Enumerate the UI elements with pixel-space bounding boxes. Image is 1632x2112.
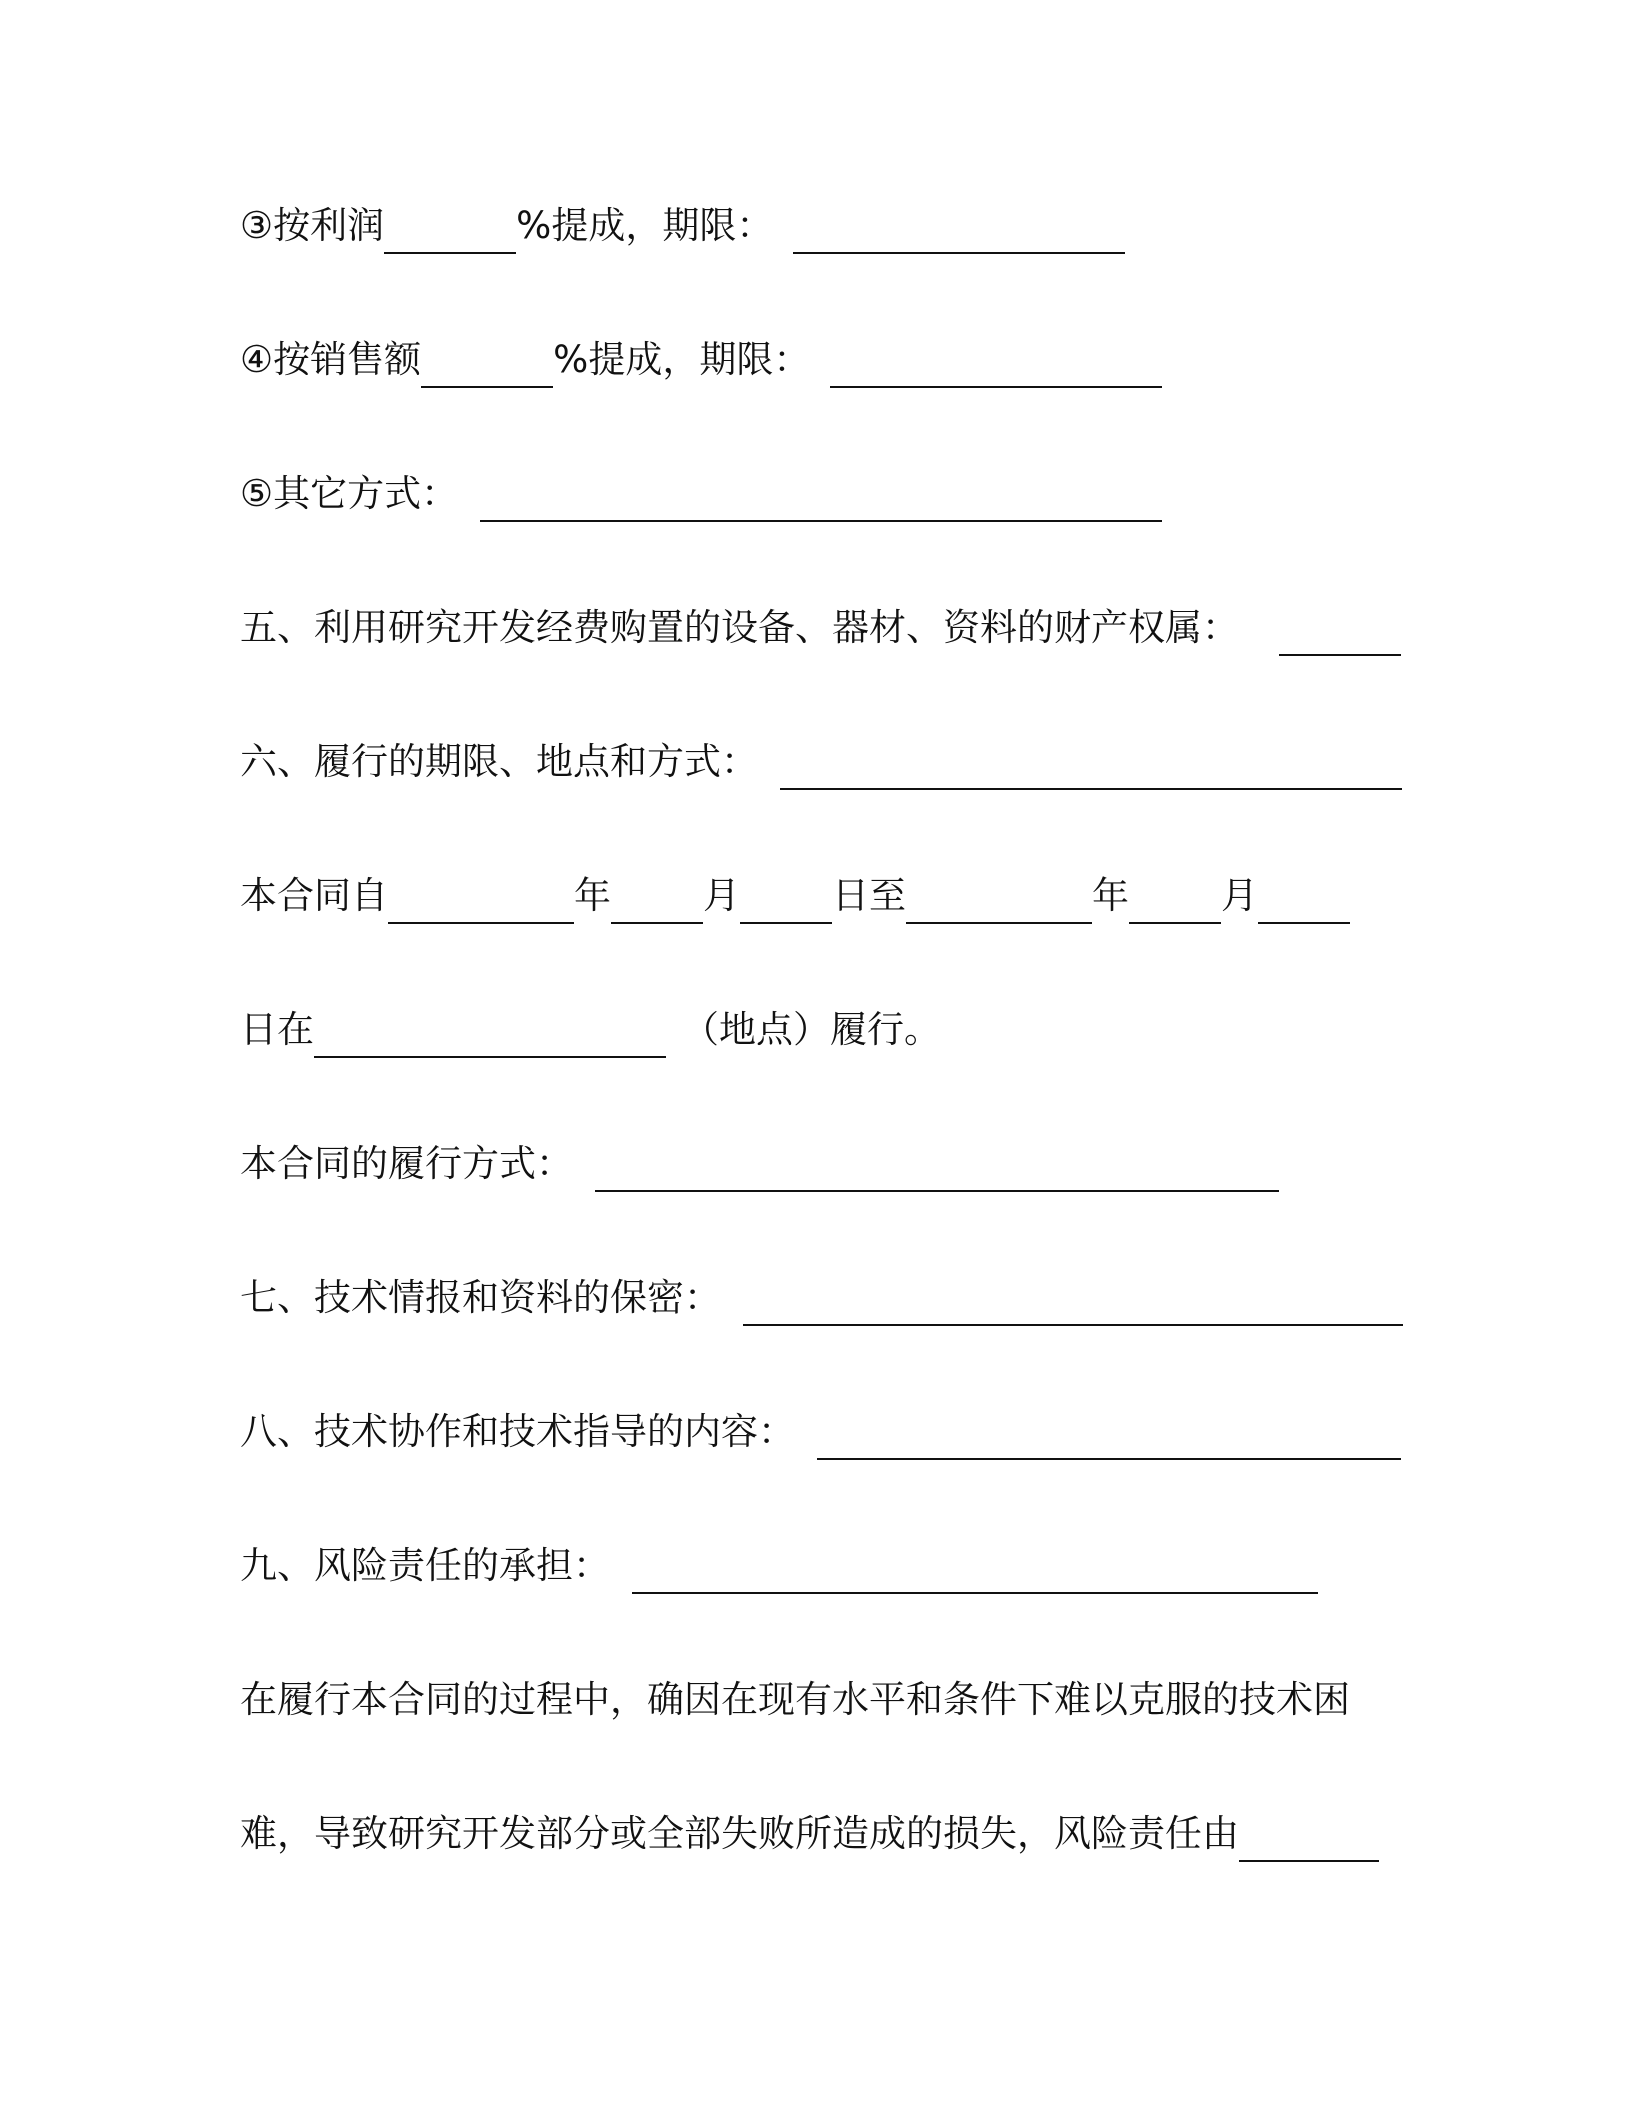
line-text: ⑤其它方式： [240,472,459,515]
line-text: 六、履行的期限、地点和方式： [240,740,758,783]
blank-field[interactable] [780,744,1402,790]
line-text: 八、技术协作和技术指导的内容： [240,1410,795,1453]
contract-period-line [240,864,1350,924]
line-text: 日至 [832,874,906,917]
start-year-field[interactable] [388,878,574,924]
line-text: 本合同的履行方式： [240,1142,573,1185]
blank-field[interactable] [743,1280,1403,1326]
end-month-field[interactable] [1129,878,1221,924]
line-text: 年 [574,874,611,917]
blank-field[interactable] [830,342,1162,388]
line-text: 九、风险责任的承担： [240,1544,610,1587]
sales-percentage-line [240,328,1162,388]
line-text: %提成，期限： [553,338,811,381]
blank-field[interactable] [632,1548,1318,1594]
risk-paragraph-line-1 [240,1668,1350,1728]
line-text: 本合同自 [240,874,388,917]
line-text: ④按销售额 [240,338,422,381]
performance-method-line [240,1132,1279,1192]
blank-field[interactable] [1239,1816,1379,1862]
other-method-line [240,462,1162,522]
profit-percentage-line [240,194,1125,254]
confidentiality-line [240,1266,1403,1326]
risk-responsibility-line [240,1534,1318,1594]
line-text: 年 [1092,874,1129,917]
blank-field[interactable] [595,1146,1279,1192]
start-day-field[interactable] [740,878,832,924]
end-day-field[interactable] [1258,878,1350,924]
location-field[interactable] [314,1012,666,1058]
performance-terms-line [240,730,1402,790]
property-ownership-line [240,596,1401,656]
line-text: 难，导致研究开发部分或全部失败所造成的损失，风险责任由 [240,1812,1239,1855]
line-text: 五、利用研究开发经费购置的设备、器材、资料的财产权属： [240,606,1239,649]
line-text: 七、技术情报和资料的保密： [240,1276,721,1319]
line-text: 日在 [240,1008,314,1051]
line-text: （地点）履行。 [682,1008,941,1051]
risk-paragraph-line-2 [240,1802,1379,1862]
performance-location-line [240,998,941,1058]
blank-field[interactable] [384,208,516,254]
blank-field[interactable] [1279,610,1401,656]
line-text: 月 [1221,874,1258,917]
blank-field[interactable] [817,1414,1401,1460]
line-text: 在履行本合同的过程中，确因在现有水平和条件下难以克服的技术困 [240,1678,1350,1721]
blank-field[interactable] [480,476,1162,522]
line-text: ③按利润 [240,204,385,247]
line-text: 月 [703,874,740,917]
start-month-field[interactable] [611,878,703,924]
technical-guidance-line [240,1400,1401,1460]
line-text: %提成，期限： [516,204,774,247]
blank-field[interactable] [421,342,553,388]
blank-field[interactable] [793,208,1125,254]
end-year-field[interactable] [906,878,1092,924]
